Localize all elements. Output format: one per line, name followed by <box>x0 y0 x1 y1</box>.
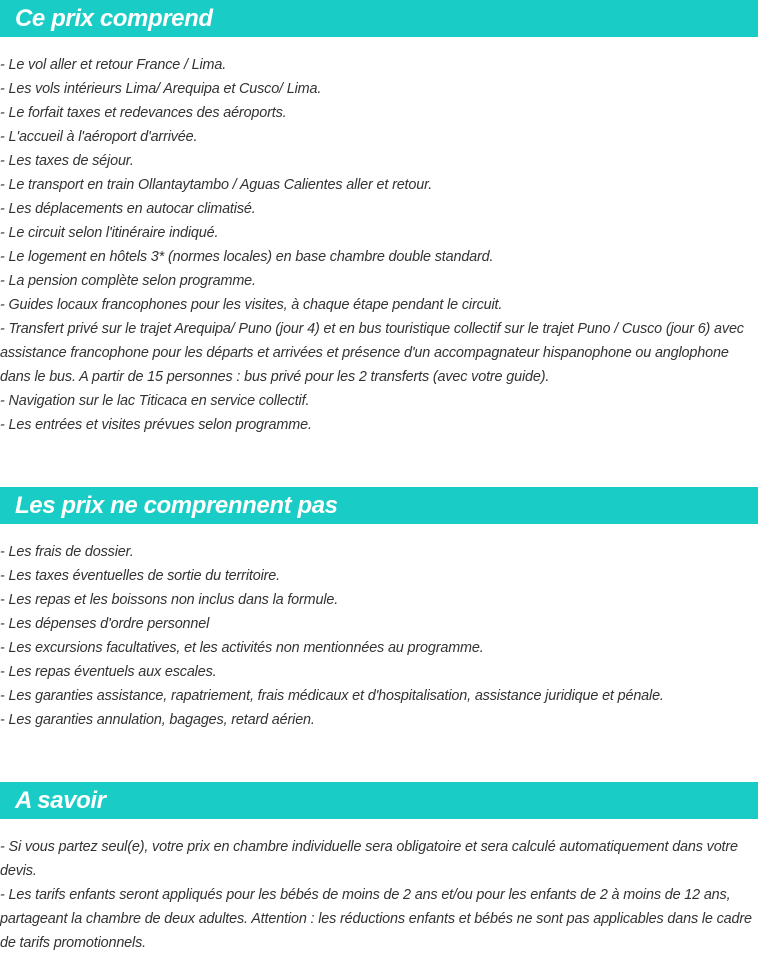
included-item: - Le circuit selon l'itinéraire indiqué. <box>0 225 219 241</box>
section-title-excluded: Les prix ne comprennent pas <box>15 492 338 519</box>
section-title-info: A savoir <box>15 787 106 814</box>
included-item: - Les taxes de séjour. <box>0 153 134 169</box>
excluded-item: - Les garanties assistance, rapatriement, frais médicaux et d'hospitalisation, assistance juridique et pénale. <box>0 688 664 704</box>
included-item: - La pension complète selon programme. <box>0 273 256 289</box>
section-header-included <box>0 0 758 37</box>
included-item: - Transfert privé sur le trajet Arequipa/ Puno (jour 4) et en bus touristique collectif sur le trajet Puno / Cusco (jour 6) avec assistance francophone pour les départs et arrivées et présence d'un accompagnateur hispanophone ou anglophone dans le bus. A partir de 15 personnes : bus privé pour les 2 transferts (avec votre guide). <box>0 321 744 385</box>
info-item: - Les tarifs enfants seront appliqués pour les bébés de moins de 2 ans et/ou pour les enfants de 2 à moins de 12 ans, partageant la chambre de deux adultes. Attention : les réductions enfants et bébés ne sont pas applicables dans le cadre de tarifs promotionnels. <box>0 887 752 951</box>
section-title-included: Ce prix comprend <box>15 5 213 32</box>
included-item: - Navigation sur le lac Titicaca en service collectif. <box>0 393 310 409</box>
included-item: - Le vol aller et retour France / Lima. <box>0 57 227 73</box>
included-item: - Les vols intérieurs Lima/ Arequipa et Cusco/ Lima. <box>0 81 322 97</box>
included-item: - L'accueil à l'aéroport d'arrivée. <box>0 129 198 145</box>
section-header-excluded <box>0 487 758 524</box>
excluded-item: - Les taxes éventuelles de sortie du territoire. <box>0 568 280 584</box>
included-item: - Le transport en train Ollantaytambo / Aguas Calientes aller et retour. <box>0 177 433 193</box>
info-item: - Si vous partez seul(e), votre prix en chambre individuelle sera obligatoire et sera calculé automatiquement dans votre devis. <box>0 839 738 879</box>
excluded-list <box>0 540 752 732</box>
excluded-item: - Les frais de dossier. <box>0 544 134 560</box>
info-list <box>0 835 752 955</box>
included-item: - Le logement en hôtels 3* (normes locales) en base chambre double standard. <box>0 249 494 265</box>
excluded-item: - Les repas éventuels aux escales. <box>0 664 217 680</box>
included-item: - Les entrées et visites prévues selon programme. <box>0 417 312 433</box>
excluded-item: - Les dépenses d'ordre personnel <box>0 616 210 632</box>
included-item: - Le forfait taxes et redevances des aéroports. <box>0 105 287 121</box>
excluded-item: - Les repas et les boissons non inclus dans la formule. <box>0 592 339 608</box>
included-item: - Les déplacements en autocar climatisé. <box>0 201 256 217</box>
included-item: - Guides locaux francophones pour les visites, à chaque étape pendant le circuit. <box>0 297 503 313</box>
included-list <box>0 53 752 437</box>
excluded-item: - Les excursions facultatives, et les activités non mentionnées au programme. <box>0 640 484 656</box>
excluded-item: - Les garanties annulation, bagages, retard aérien. <box>0 712 315 728</box>
section-header-info <box>0 782 758 819</box>
